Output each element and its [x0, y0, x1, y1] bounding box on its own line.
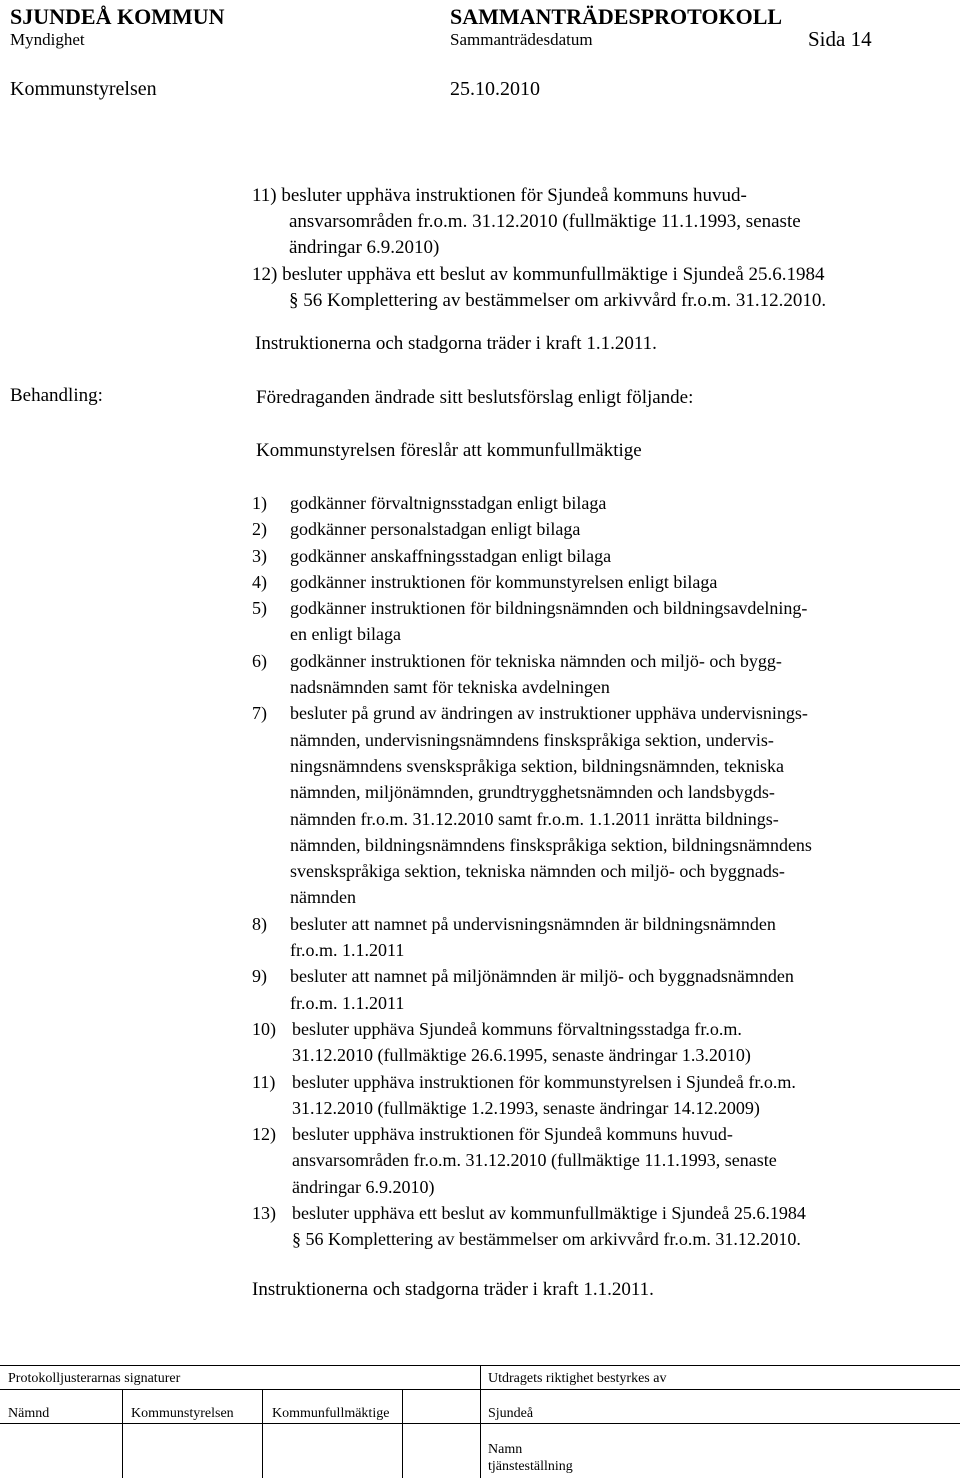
list-item: [252, 516, 957, 542]
list-item-line: besluter att namnet på miljönämnden är miljö- och byggnadsnämnden: [290, 966, 794, 987]
list-item-number: 1): [252, 493, 267, 513]
list-item-number: 7): [252, 703, 267, 724]
footer-name-label: Namn: [488, 1442, 523, 1457]
meeting-date: 25.10.2010: [450, 78, 540, 100]
list-item-line: ansvarsområden fr.o.m. 31.12.2010 (fullmäktige 11.1.1993, senaste: [292, 1150, 777, 1171]
list-item-line: godkänner personalstadgan enligt bilaga: [290, 519, 581, 540]
signature-footer: [0, 1365, 960, 1478]
decision-list: [252, 490, 957, 1253]
top-line-2: ansvarsområden fr.o.m. 31.12.2010 (fullmäktige 11.1.1993, senaste: [289, 211, 801, 232]
footer-col-1: [122, 1389, 123, 1478]
footer-col-2: [262, 1389, 263, 1478]
list-item-line: § 56 Komplettering av bestämmelser om arkivvård fr.o.m. 31.12.2010.: [292, 1229, 801, 1250]
organization-name: SJUNDEÅ KOMMUN: [10, 4, 225, 29]
list-item-line: besluter på grund av ändringen av instruktioner upphäva undervisnings-: [290, 703, 808, 724]
list-item: [252, 648, 957, 701]
list-item-line: nämnden: [290, 887, 356, 908]
list-item-line: besluter att namnet på undervisningsnämnden är bildningsnämnden: [290, 913, 776, 934]
list-item: [252, 700, 957, 910]
list-item-line: 31.12.2010 (fullmäktige 26.6.1995, senaste ändringar 1.3.2010): [292, 1045, 751, 1066]
section-label: Behandling:: [10, 385, 103, 406]
footer-position-label: tjänsteställning: [488, 1459, 573, 1474]
label-authority: Myndighet: [10, 30, 85, 49]
list-item-number: 4): [252, 571, 267, 592]
list-item-line: nadsnämnden samt för tekniska avdelningen: [290, 677, 610, 698]
footer-rule-3: [0, 1423, 960, 1424]
signatures-label: Protokolljusterarnas signaturer: [8, 1371, 181, 1386]
list-item-line: 31.12.2010 (fullmäktige 1.2.1993, senaste ändringar 14.12.2009): [292, 1097, 760, 1118]
list-item-line: ändringar 6.9.2010): [292, 1176, 435, 1197]
list-item-line: godkänner instruktionen för bildningsnämnden och bildningsavdelning-: [290, 598, 808, 619]
list-item-line: besluter upphäva ett beslut av kommunfullmäktige i Sjundeå 25.6.1984: [292, 1203, 806, 1224]
footer-col-ks: Kommunstyrelsen: [131, 1406, 234, 1421]
list-item-number: 11): [252, 1071, 276, 1092]
list-item-number: 2): [252, 519, 267, 540]
list-item-line: nämnden fr.o.m. 31.12.2010 samt fr.o.m. 1.1.2011 inrätta bildnings-: [290, 808, 779, 829]
list-item: [252, 911, 957, 964]
list-item-number: 5): [252, 598, 267, 619]
list-item-line: besluter upphäva instruktionen för kommunstyrelsen i Sjundeå fr.o.m.: [292, 1071, 796, 1092]
list-item-number: 8): [252, 913, 267, 934]
list-item: [252, 1121, 957, 1200]
proposal-lead: Kommunstyrelsen föreslår att kommunfullmäktige: [256, 440, 642, 461]
list-item-line: godkänner instruktionen för kommunstyrelsen enligt bilaga: [290, 571, 718, 592]
list-item-line: fr.o.m. 1.1.2011: [290, 940, 405, 961]
top-line-5: § 56 Komplettering av bestämmelser om arkivvård fr.o.m. 31.12.2010.: [289, 290, 827, 311]
top-closing: Instruktionerna och stadgorna träder i kraft 1.1.2011.: [255, 333, 657, 354]
footer-place: Sjundeå: [488, 1406, 534, 1421]
authority-name: Kommunstyrelsen: [10, 78, 157, 100]
list-item-number: 12): [252, 1124, 276, 1145]
footer-rule-2: [0, 1389, 960, 1390]
list-item: [252, 1069, 957, 1122]
label-meeting-date: Sammanträdesdatum: [450, 30, 593, 49]
top-line-4: 12) besluter upphäva ett beslut av kommunfullmäktige i Sjundeå 25.6.1984: [252, 264, 825, 285]
list-item-line: besluter upphäva Sjundeå kommuns förvaltningsstadga fr.o.m.: [292, 1018, 742, 1039]
list-item-line: godkänner instruktionen för tekniska nämnden och miljö- och bygg-: [290, 650, 782, 671]
list-item-line: godkänner anskaffningsstadgan enligt bilaga: [290, 545, 612, 566]
list-item: [252, 569, 957, 595]
list-item-line: nämnden, miljönämnden, grundtrygghetsnämnden och landsbygds-: [290, 782, 775, 803]
footer-divider: [480, 1365, 481, 1478]
list-item: [252, 543, 957, 569]
top-line-3: ändringar 6.9.2010): [289, 237, 440, 258]
list-item-line: besluter upphäva instruktionen för Sjundeå kommuns huvud-: [292, 1124, 733, 1145]
list-item-number: 6): [252, 650, 267, 671]
list-item: [252, 595, 957, 648]
footer-col-3: [402, 1389, 403, 1478]
list-item-number: 3): [252, 545, 267, 566]
list-item: [252, 1200, 957, 1253]
list-item-line: fr.o.m. 1.1.2011: [290, 992, 405, 1013]
list-item: [252, 490, 957, 516]
list-item-line: ningsnämndens svenskspråkiga sektion, bildningsnämnden, tekniska: [290, 755, 784, 776]
document-type: SAMMANTRÄDESPROTOKOLL: [450, 4, 783, 29]
list-item-number: 9): [252, 966, 267, 987]
page-number: Sida 14: [808, 27, 872, 51]
top-line-1: 11) besluter upphäva instruktionen för Sjundeå kommuns huvud-: [252, 185, 747, 206]
list-item-line: godkänner förvaltnignsstadgan enligt bilaga: [290, 493, 607, 513]
list-item: [252, 1016, 957, 1069]
certified-label: Utdragets riktighet bestyrkes av: [488, 1371, 667, 1386]
intro-text: Föredraganden ändrade sitt beslutsförslag enligt följande:: [256, 387, 694, 408]
list-item-number: 10): [252, 1018, 276, 1039]
list-item: [252, 963, 957, 1016]
list-item-line: nämnden, undervisningsnämndens finskspråkiga sektion, undervis-: [290, 729, 774, 750]
footer-col-kf: Kommunfullmäktige: [272, 1406, 390, 1421]
list-item-line: svenskspråkiga sektion, tekniska nämnden och miljö- och byggnads-: [290, 861, 785, 882]
footer-col-organ: Nämnd: [8, 1406, 50, 1421]
list-item-line: en enligt bilaga: [290, 624, 401, 645]
list-item-number: 13): [252, 1203, 276, 1224]
list-item-line: nämnden, bildningsnämndens finskspråkiga sektion, bildningsnämndens: [290, 834, 812, 855]
closing-text: Instruktionerna och stadgorna träder i kraft 1.1.2011.: [252, 1279, 654, 1300]
